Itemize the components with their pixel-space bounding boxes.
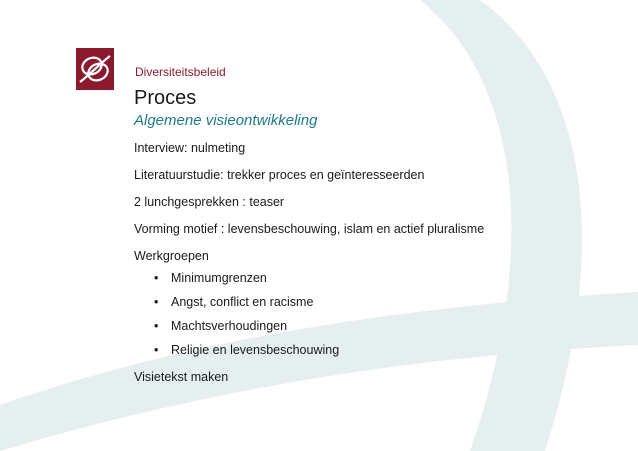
- list-item: 2 lunchgesprekken : teaser: [134, 195, 285, 209]
- sub-list-item-label: Angst, conflict en racisme: [171, 295, 314, 309]
- bullet-icon: •: [154, 343, 159, 357]
- list-item-werkgroepen: [134, 248, 604, 358]
- sub-list-item: [134, 318, 604, 334]
- content-list: [134, 140, 604, 396]
- bullet-icon: •: [154, 319, 159, 333]
- bullet-icon: •: [154, 271, 159, 285]
- sub-list-item: [134, 270, 604, 286]
- list-item: Visietekst maken: [134, 370, 229, 384]
- sub-list-item-label: Religie en levensbeschouwing: [171, 343, 340, 357]
- list-item: Literatuurstudie: trekker proces en geïnteresseerden: [134, 168, 425, 182]
- slide-title: Proces: [134, 87, 197, 109]
- sub-list: [134, 270, 604, 358]
- list-item: Interview: nulmeting: [134, 141, 246, 155]
- interlocking-rings-logo-icon: [76, 48, 114, 90]
- sub-list-item-label: Machtsverhoudingen: [171, 319, 288, 333]
- sub-list-item: [134, 294, 604, 310]
- list-item-label: Werkgroepen: [134, 249, 209, 263]
- sub-list-item: [134, 342, 604, 358]
- list-item: Vorming motief : levensbeschouwing, islam en actief pluralisme: [134, 222, 485, 236]
- slide-subtitle: Algemene visieontwikkeling: [134, 112, 318, 129]
- section-label: Diversiteitsbeleid: [135, 65, 226, 79]
- bullet-icon: •: [154, 295, 159, 309]
- sub-list-item-label: Minimumgrenzen: [171, 271, 267, 285]
